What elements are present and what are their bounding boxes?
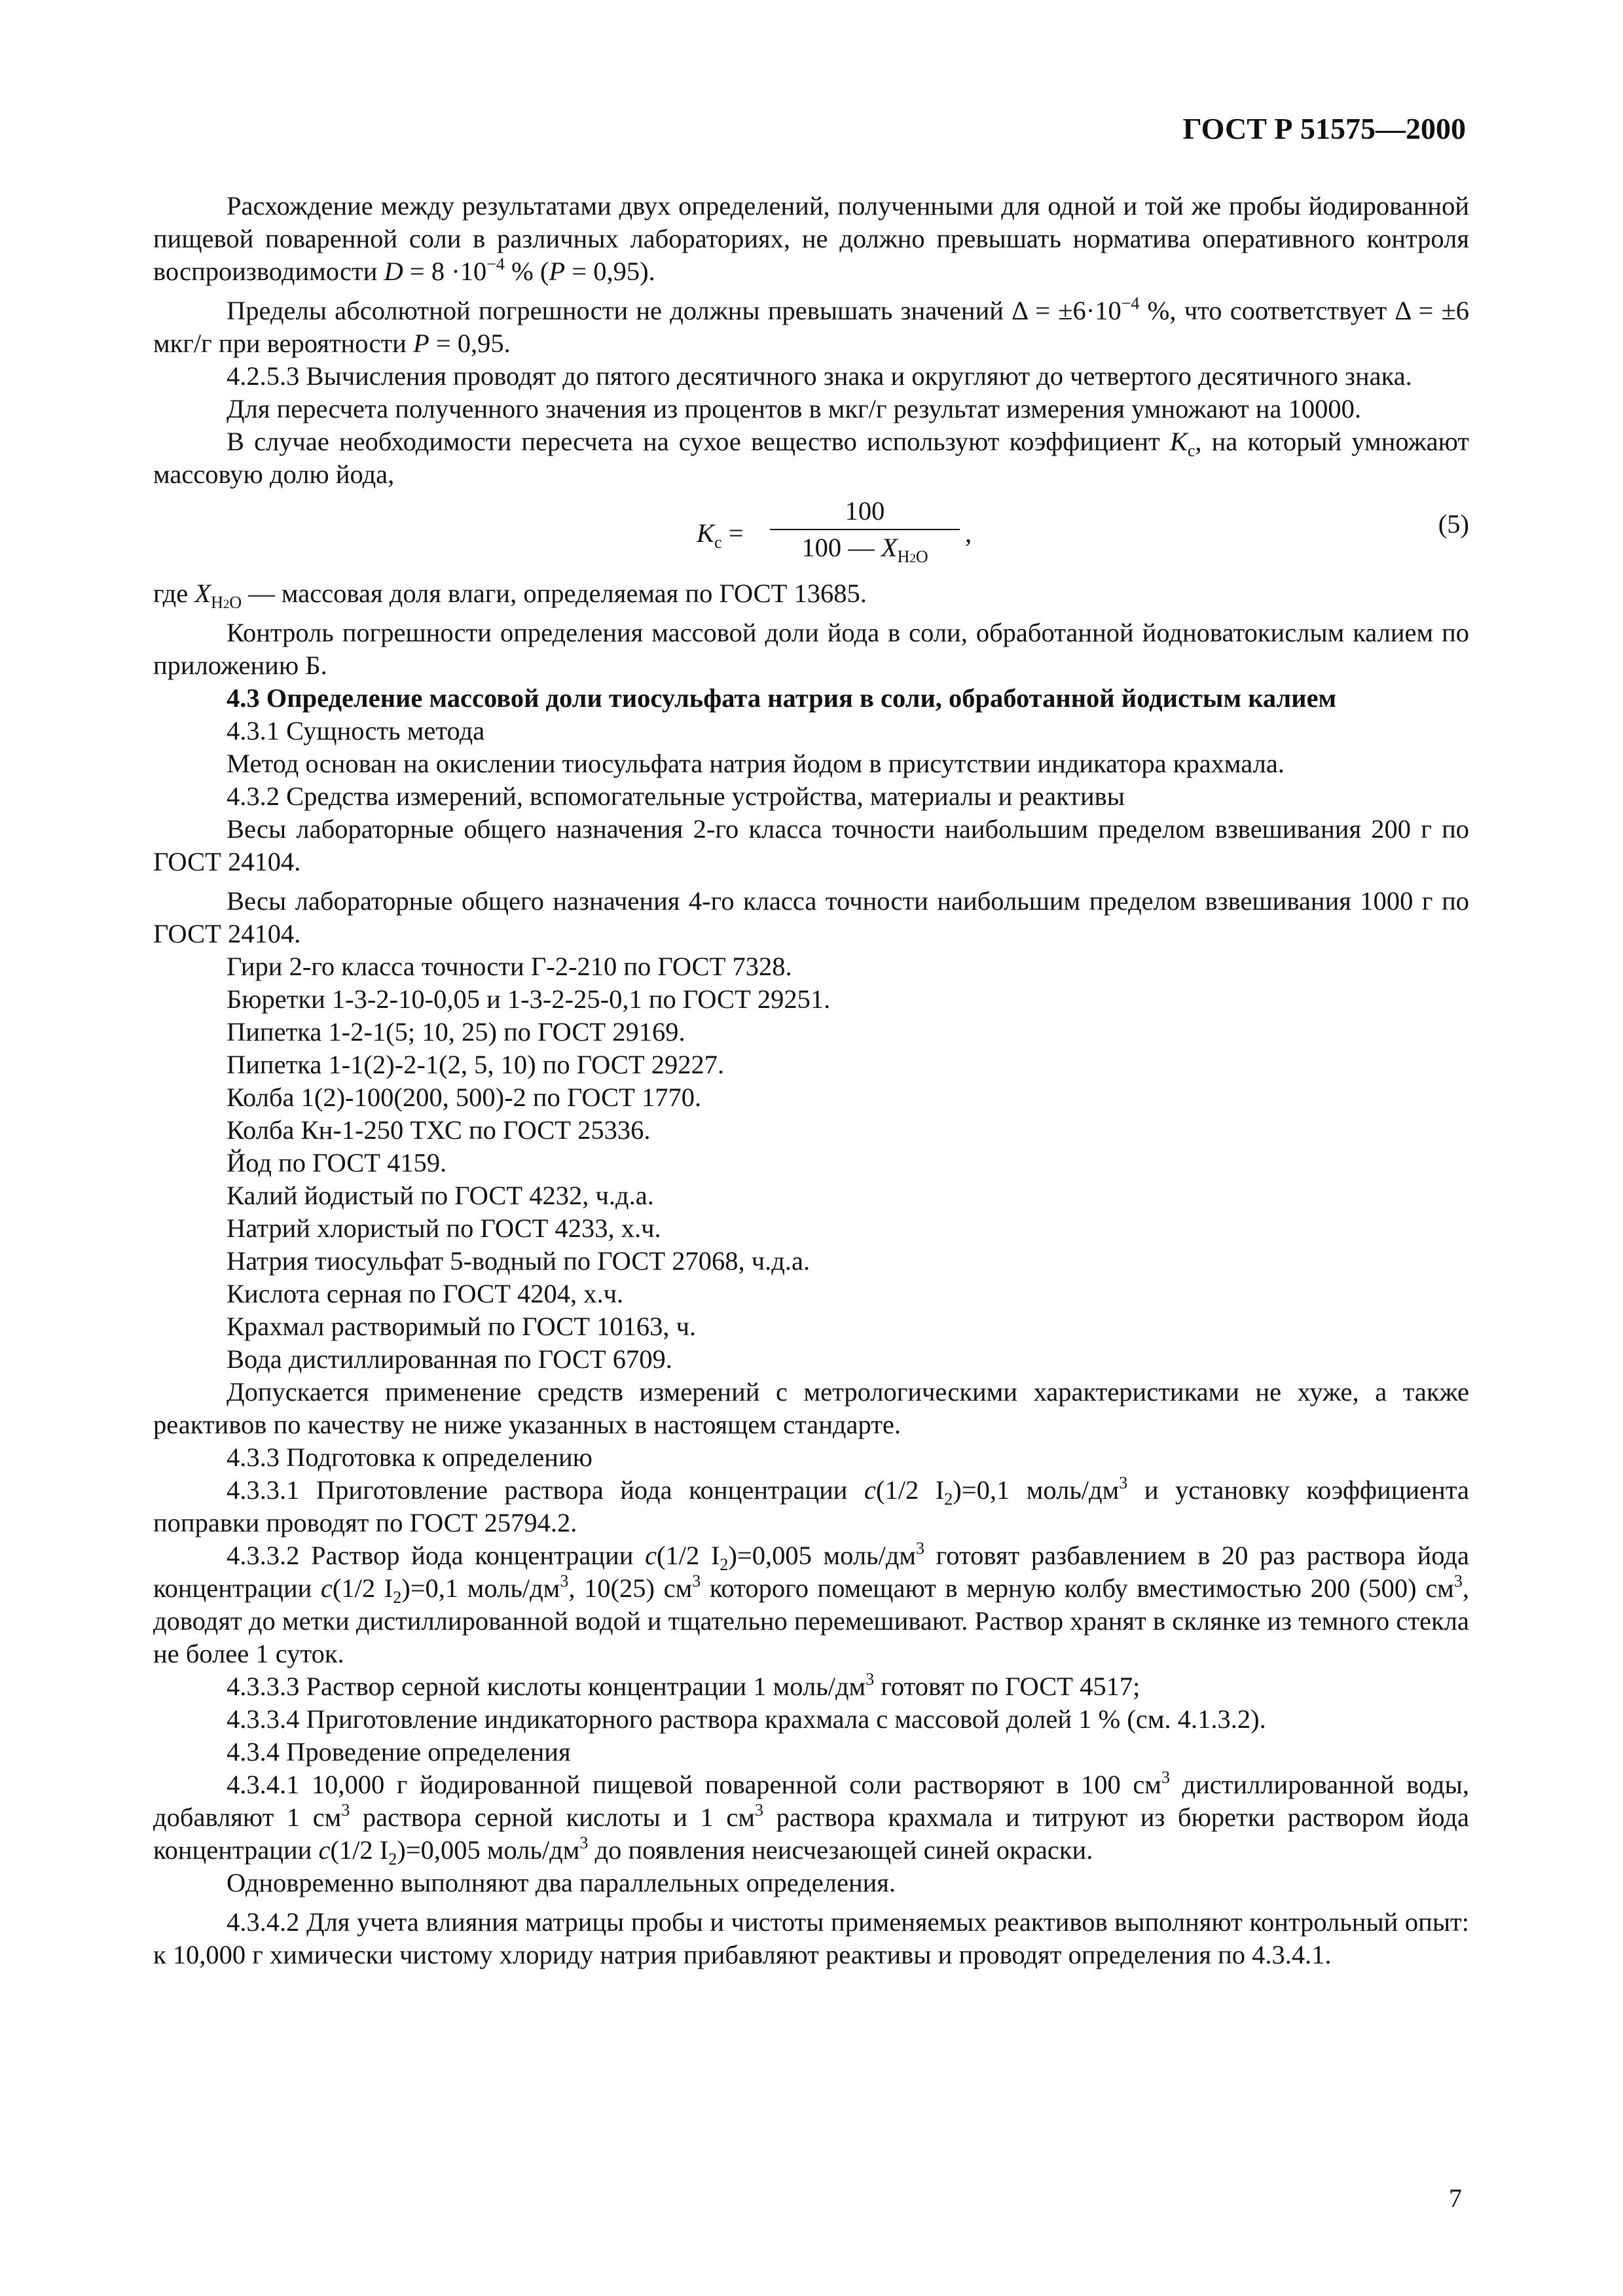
paragraph-where: где $X_{H2O}$ — массовая доля влаги, определяемая по ГОСТ 13685. xyxy=(153,579,867,613)
paragraph-4-3-3-1: 4.3.3.1 Приготовление раствора йода концентрации c(1/2 $I_2)=0,1$ моль/$дм^3$ и установку коэффициента поправки проводят по ГОСТ 25794.2. xyxy=(153,1473,1469,1537)
paragraph-error-limits: Пределы абсолютной погрешности не должны превышать значений $\Delta = \pm 6\cdot 10^{-4}$ %, что соответствует Δ = ±6 мкг/г при вероятности P = 0,95. xyxy=(153,293,1469,358)
list-item: Кислота серная по ГОСТ 4204, х.ч. xyxy=(227,1279,624,1308)
list-item: Йод по ГОСТ 4159. xyxy=(227,1148,447,1177)
paragraph-method-essence: Метод основан на окислении тиосульфата натрия йодом в присутствии индикатора крахмала. xyxy=(227,749,1285,778)
list-item: Гири 2-го класса точности Г-2-210 по ГОСТ 7328. xyxy=(227,952,792,981)
list-item: Вода дистиллированная по ГОСТ 6709. xyxy=(227,1344,672,1374)
list-item: Колба Кн-1-250 ТХС по ГОСТ 25336. xyxy=(227,1115,651,1145)
section-heading-4-3: 4.3 Определение массовой доли тиосульфата натрия в соли, обработанной йодистым калием xyxy=(227,683,1337,713)
paragraph-4-3-3-3: 4.3.3.3 Раствор серной кислоты концентрации 1 моль/$дм^3$ готовят по ГОСТ 4517; xyxy=(227,1669,1140,1701)
formula-number: (5) xyxy=(1438,509,1469,539)
paragraph-4-3-3-2: 4.3.3.2 Раствор йода концентрации c(1/2 $I_2)=0,005$ моль/$дм^3$ готовят разбавлением в 20 раз раствора йода концентрации c(1/2 $I_2)=0,1$ моль/$дм^3$, 10(25) $см^3$ которого помещают в мерную колбу вместимостью 200 (500) $см^3$, доводят до метки дистиллированной водой и тщательно перемешивают. Раствор хранят в склянке из темного стекла не более 1 суток. xyxy=(153,1538,1469,1668)
list-item: Крахмал растворимый по ГОСТ 10163, ч. xyxy=(227,1312,697,1341)
formula-lhs: $K_c$ = xyxy=(697,518,744,552)
formula-fraction xyxy=(770,495,960,567)
paragraph-control: Контроль погрешности определения массовой доли йода в соли, обработанной йодноватокислым калием по приложению Б. xyxy=(153,618,1469,680)
formula-numerator: 100 xyxy=(845,496,885,526)
list-item: Калий йодистый по ГОСТ 4232, ч.д.а. xyxy=(227,1181,654,1210)
paragraph-allowed-substitution: Допускается применение средств измерений с метрологическими характеристиками не хуже, а также реактивов по качеству не ниже указанных в настоящем стандарте. xyxy=(153,1377,1469,1439)
document-body xyxy=(153,190,1469,1971)
subsection-4-3-4: 4.3.4 Проведение определения xyxy=(227,1737,571,1767)
subsection-4-3-2: 4.3.2 Средства измерений, вспомогательные устройства, материалы и реактивы xyxy=(227,781,1125,811)
list-item: Натрий хлористый по ГОСТ 4233, х.ч. xyxy=(227,1213,661,1243)
paragraph-parallel: Одновременно выполняют два параллельных определения. xyxy=(227,1868,896,1897)
list-item: Пипетка 1-1(2)-2-1(2, 5, 10) по ГОСТ 29227. xyxy=(227,1050,725,1079)
fraction-bar xyxy=(770,529,960,530)
document-code-header: ГОСТ Р 51575—2000 xyxy=(1182,112,1466,145)
formula-denominator: 100 — $X_{H2O}$ xyxy=(801,533,928,567)
subsection-4-3-3: 4.3.3 Подготовка к определению xyxy=(227,1443,593,1472)
list-item: Пипетка 1-2-1(5; 10, 25) по ГОСТ 29169. xyxy=(227,1017,685,1047)
paragraph-4-3-4-1: 4.3.4.1 10,000 г йодированной пищевой поваренной соли растворяют в 100 $см^3$ дистиллированной воды, добавляют 1 $см^3$ раствора серной кислоты и 1 $см^3$ раствора крахмала и титруют из бюретки раствором йода концентрации c(1/2 $I_2)=0,005$ моль/$дм^3$ до появления неисчезающей синей окраски. xyxy=(153,1767,1469,1869)
paragraph-dry-basis: В случае необходимости пересчета на сухое вещество используют коэффициент $K_c$, на который умножают массовую долю йода, xyxy=(153,427,1469,489)
list-item: Бюретки 1-3-2-10-0,05 и 1-3-2-25-0,1 по ГОСТ 29251. xyxy=(227,984,831,1014)
subsection-4-3-1: 4.3.1 Сущность метода xyxy=(227,716,485,745)
list-item: Натрия тиосульфат 5-водный по ГОСТ 27068, ч.д.а. xyxy=(227,1246,811,1276)
list-item: Колба 1(2)-100(200, 500)-2 по ГОСТ 1770. xyxy=(227,1083,702,1112)
paragraph-4-3-3-4: 4.3.3.4 Приготовление индикаторного раствора крахмала с массовой долей 1 % (см. 4.1.3.2). xyxy=(227,1704,1266,1734)
formula-5 xyxy=(153,495,1469,572)
paragraph-4-3-4-2: 4.3.4.2 Для учета влияния матрицы пробы и чистоты применяемых реактивов выполняют контрольный опыт: к 10,000 г химически чистому хлориду натрия прибавляют реактивы и проводят определения по 4.3.4.1. xyxy=(153,1907,1469,1969)
paragraph-reproducibility: Расхождение между результатами двух определений, полученными для одной и той же пробы йодированной пищевой поваренной соли в различных лабораториях, не должно превышать норматива оперативного контроля воспроизводимости $D = 8 \cdot 10^{-4}$ % (P = 0,95). xyxy=(153,191,1469,286)
paragraph-scales-4: Весы лабораторные общего назначения 4-го класса точности наибольшим пределом взвешивания 1000 г по ГОСТ 24104. xyxy=(153,886,1469,948)
formula-comma: , xyxy=(965,518,972,548)
page-number: 7 xyxy=(1449,2183,1462,2213)
paragraph-scales-2: Весы лабораторные общего назначения 2-го класса точности наибольшим пределом взвешивания 200 г по ГОСТ 24104. xyxy=(153,814,1469,876)
paragraph-4-2-5-3: 4.2.5.3 Вычисления проводят до пятого десятичного знака и округляют до четвертого десятичного знака. xyxy=(227,361,1412,391)
equipment-list xyxy=(153,950,1469,1376)
paragraph-conversion: Для пересчета полученного значения из процентов в мкг/г результат измерения умножают на 10000. xyxy=(227,394,1361,423)
